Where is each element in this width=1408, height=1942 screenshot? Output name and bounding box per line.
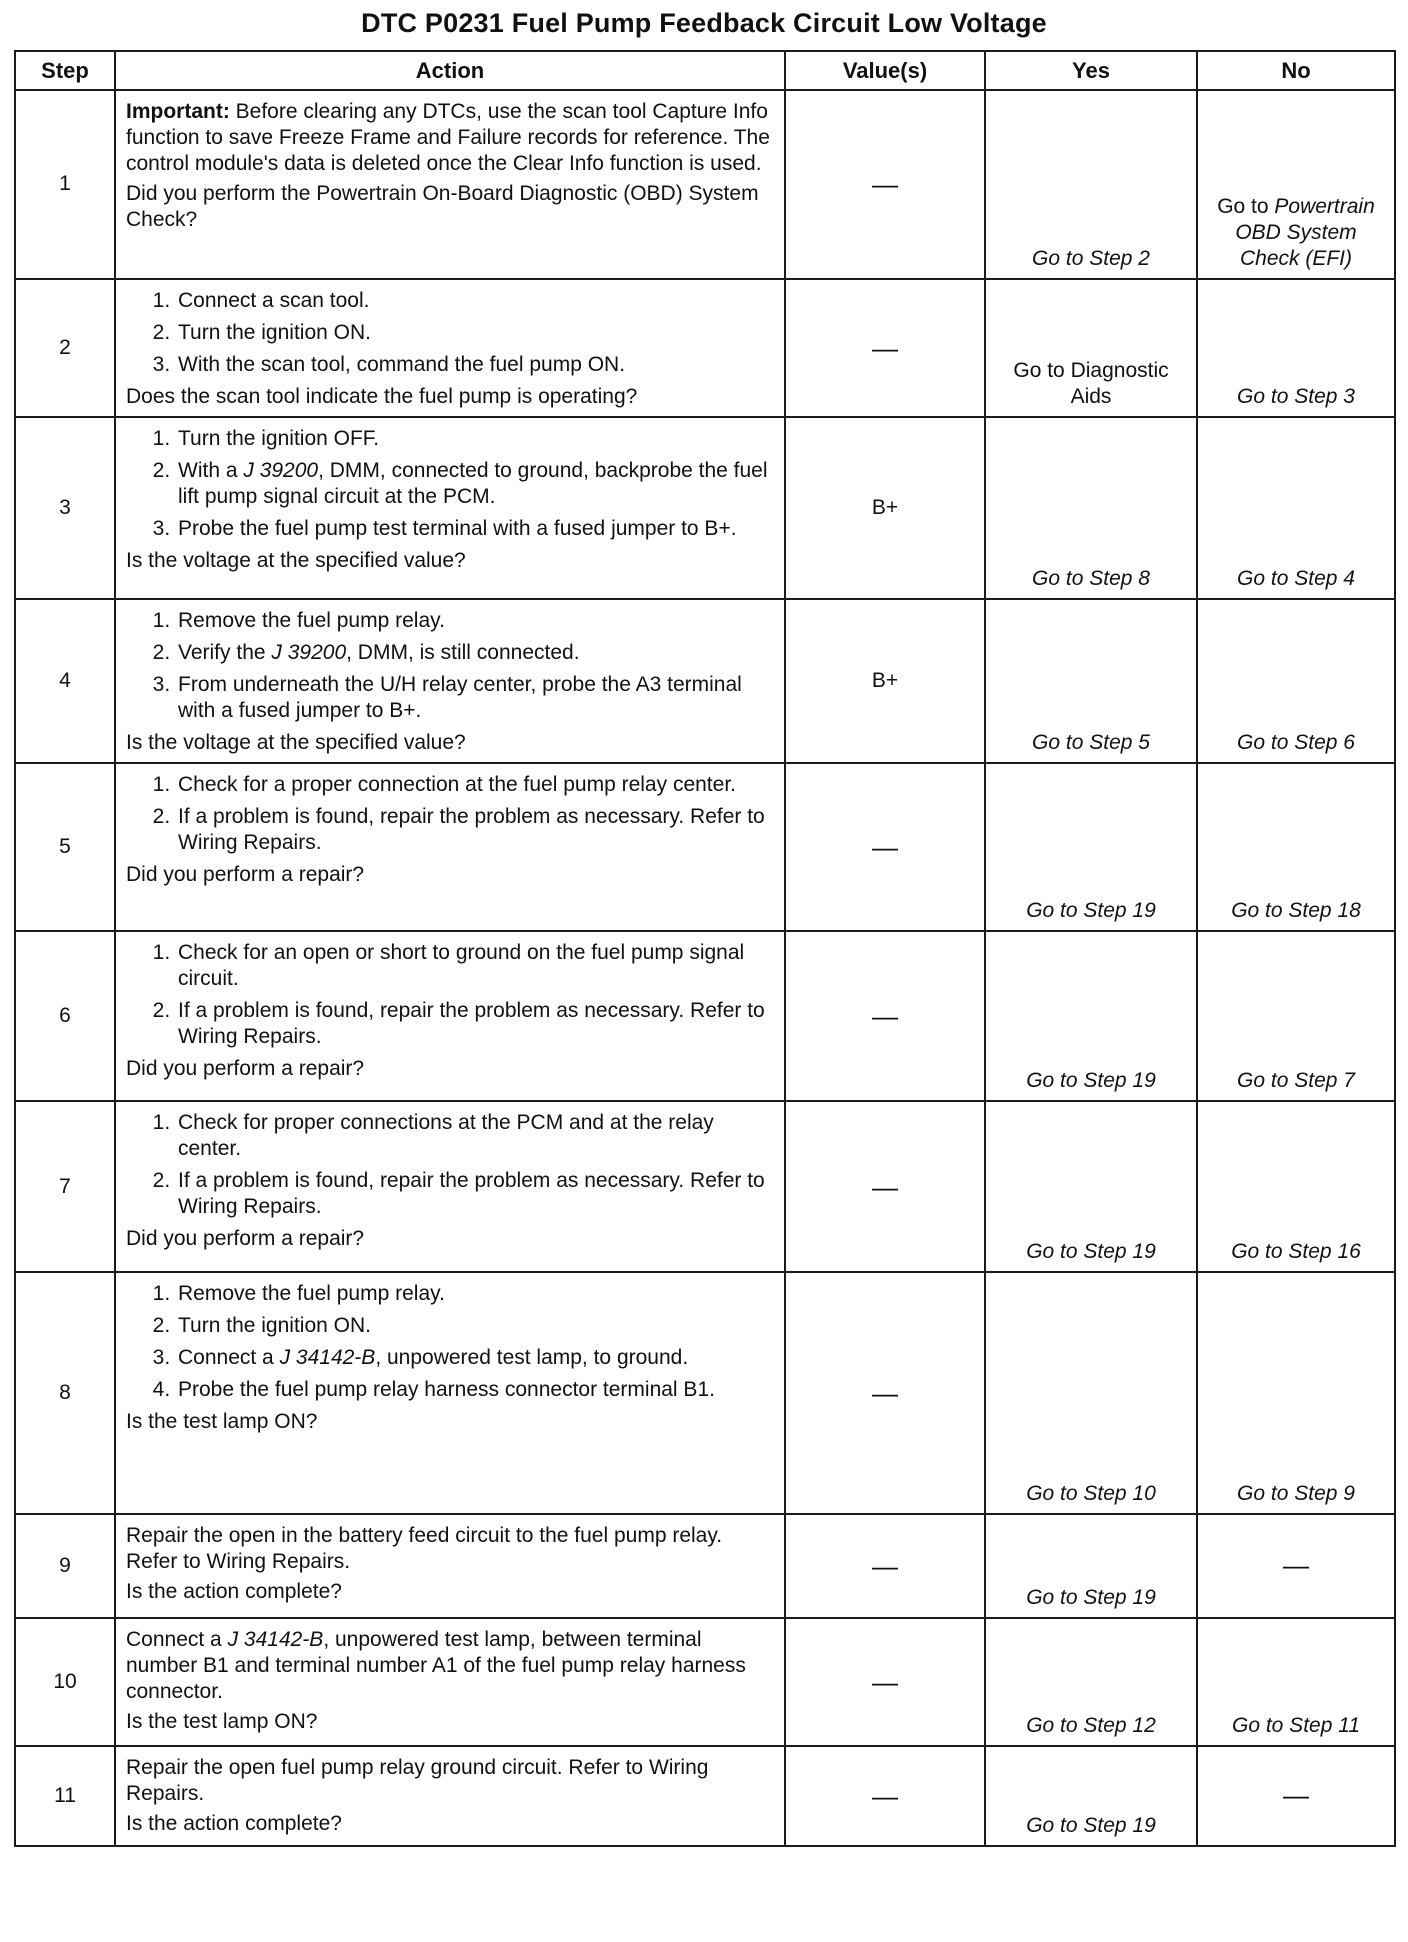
list-item: 3. Probe the fuel pump test terminal with a fused jumper to B+. [176,516,772,542]
table-row [15,417,1395,599]
yes-link[interactable]: Go to Step 19 [985,763,1197,931]
action-cell [115,1101,785,1272]
value-cell: — [785,1101,985,1272]
yes-link[interactable]: Go to Step 19 [985,1746,1197,1846]
yes-link[interactable]: Go to Step 12 [985,1618,1197,1746]
action-cell [115,931,785,1101]
value-cell: — [785,1272,985,1514]
action-list [126,1110,772,1220]
yes-link[interactable]: Go to Step 5 [985,599,1197,763]
value-cell: — [785,90,985,279]
action-question: Does the scan tool indicate the fuel pump is operating? [126,385,638,409]
table-row [15,279,1395,417]
action-question: Did you perform the Powertrain On-Board Diagnostic (OBD) System Check? [126,182,759,232]
step-number: 3 [15,417,115,599]
list-item: 2. Verify the J 39200, DMM, is still connected. [176,640,772,666]
list-item: 1. Check for an open or short to ground on the fuel pump signal circuit. [176,940,772,992]
action-text: Repair the open in the battery feed circuit to the fuel pump relay. Refer to Wiring Repairs. [126,1524,723,1574]
action-question: Is the voltage at the specified value? [126,549,466,573]
list-item: 1. Remove the fuel pump relay. [176,1281,772,1307]
list-item: 2. If a problem is found, repair the problem as necessary. Refer to Wiring Repairs. [176,804,772,856]
important-text: Before clearing any DTCs, use the scan tool Capture Info function to save Freeze Frame and Failure records for reference. The control module's data is deleted once the Clear Info function is used. [126,100,770,176]
action-list [126,288,772,378]
action-question: Is the test lamp ON? [126,1410,318,1434]
list-item: 2. Turn the ignition ON. [176,1313,772,1339]
value-cell: — [785,1514,985,1618]
value-cell: — [785,279,985,417]
page-title: DTC P0231 Fuel Pump Feedback Circuit Low Voltage [361,8,1047,38]
yes-link[interactable]: Go to Step 8 [985,417,1197,599]
yes-link[interactable]: Go to Step 19 [985,1514,1197,1618]
table-row [15,1746,1395,1846]
table-row [15,1272,1395,1514]
action-text: Repair the open fuel pump relay ground circuit. Refer to Wiring Repairs. [126,1756,709,1806]
no-link[interactable]: Go to Step 9 [1197,1272,1395,1514]
important-label: Important: [126,100,230,123]
header-step: Step [15,51,115,90]
list-item: 2. With a J 39200, DMM, connected to ground, backprobe the fuel lift pump signal circuit at the PCM. [176,458,772,510]
list-item: 1. Connect a scan tool. [176,288,772,314]
list-item: 1. Remove the fuel pump relay. [176,608,772,634]
action-cell [115,90,785,279]
yes-link[interactable]: Go to Step 2 [985,90,1197,279]
table-row [15,1101,1395,1272]
action-cell [115,1746,785,1846]
action-question: Is the action complete? [126,1580,342,1604]
no-link[interactable]: Go to Step 6 [1197,599,1395,763]
action-cell [115,599,785,763]
action-cell [115,279,785,417]
yes-link[interactable]: Go to Step 19 [985,1101,1197,1272]
action-question: Is the test lamp ON? [126,1710,318,1734]
value-cell: B+ [785,417,985,599]
no-link[interactable]: Go to Powertrain OBD System Check (EFI) [1197,90,1395,279]
step-number: 4 [15,599,115,763]
table-row [15,599,1395,763]
action-question: Did you perform a repair? [126,1057,365,1081]
action-list [126,772,772,856]
yes-link[interactable]: Go to Step 10 [985,1272,1197,1514]
list-item: 2. Turn the ignition ON. [176,320,772,346]
no-link[interactable]: Go to Step 7 [1197,931,1395,1101]
value-cell: — [785,1746,985,1846]
action-cell [115,1514,785,1618]
step-number: 2 [15,279,115,417]
value-cell: — [785,1618,985,1746]
no-link[interactable]: Go to Step 4 [1197,417,1395,599]
tool-name: J 39200 [243,459,319,483]
action-question: Is the voltage at the specified value? [126,731,466,755]
step-number: 6 [15,931,115,1101]
action-cell [115,763,785,931]
action-list [126,940,772,1050]
header-yes: Yes [985,51,1197,90]
action-list [126,608,772,724]
table-row [15,931,1395,1101]
no-value: — [1197,1514,1395,1618]
step-number: 10 [15,1618,115,1746]
step-number: 9 [15,1514,115,1618]
step-number: 5 [15,763,115,931]
list-item: 4. Probe the fuel pump relay harness connector terminal B1. [176,1377,772,1403]
action-question: Did you perform a repair? [126,863,365,887]
list-item: 3. Connect a J 34142-B, unpowered test lamp, to ground. [176,1345,772,1371]
action-list [126,1281,772,1403]
no-link[interactable]: Go to Step 16 [1197,1101,1395,1272]
list-item: 1. Check for proper connections at the PCM and at the relay center. [176,1110,772,1162]
step-number: 11 [15,1746,115,1846]
value-cell: — [785,931,985,1101]
no-link[interactable]: Go to Step 18 [1197,763,1395,931]
action-text: Connect a J 34142-B, unpowered test lamp, between terminal number B1 and terminal number A1 of the fuel pump relay harness connector. [126,1628,746,1704]
action-question: Did you perform a repair? [126,1227,365,1251]
action-question: Is the action complete? [126,1812,342,1836]
header-row [15,51,1395,90]
header-no: No [1197,51,1395,90]
yes-link[interactable]: Go to Diagnostic Aids [985,279,1197,417]
header-values: Value(s) [785,51,985,90]
action-cell [115,1618,785,1746]
step-number: 7 [15,1101,115,1272]
yes-link[interactable]: Go to Step 19 [985,931,1197,1101]
tool-name: J 34142-B [279,1346,376,1370]
action-cell [115,417,785,599]
list-item: 1. Check for a proper connection at the fuel pump relay center. [176,772,772,798]
list-item: 2. If a problem is found, repair the problem as necessary. Refer to Wiring Repairs. [176,998,772,1050]
list-item: 3. With the scan tool, command the fuel pump ON. [176,352,772,378]
list-item: 2. If a problem is found, repair the problem as necessary. Refer to Wiring Repairs. [176,1168,772,1220]
list-item: 1. Turn the ignition OFF. [176,426,772,452]
header-action: Action [115,51,785,90]
no-value: — [1197,1746,1395,1846]
table-row [15,1618,1395,1746]
value-cell: B+ [785,599,985,763]
no-link[interactable]: Go to Step 11 [1197,1618,1395,1746]
value-cell: — [785,763,985,931]
table-row [15,763,1395,931]
diagnostic-table [14,50,1396,1847]
action-list [126,426,772,542]
no-link[interactable]: Go to Step 3 [1197,279,1395,417]
table-row [15,1514,1395,1618]
tool-name: J 34142-B [227,1628,324,1652]
step-number: 1 [15,90,115,279]
step-number: 8 [15,1272,115,1514]
action-cell [115,1272,785,1514]
tool-name: J 39200 [271,641,347,665]
table-row [15,90,1395,279]
list-item: 3. From underneath the U/H relay center, probe the A3 terminal with a fused jumper to B+. [176,672,772,724]
